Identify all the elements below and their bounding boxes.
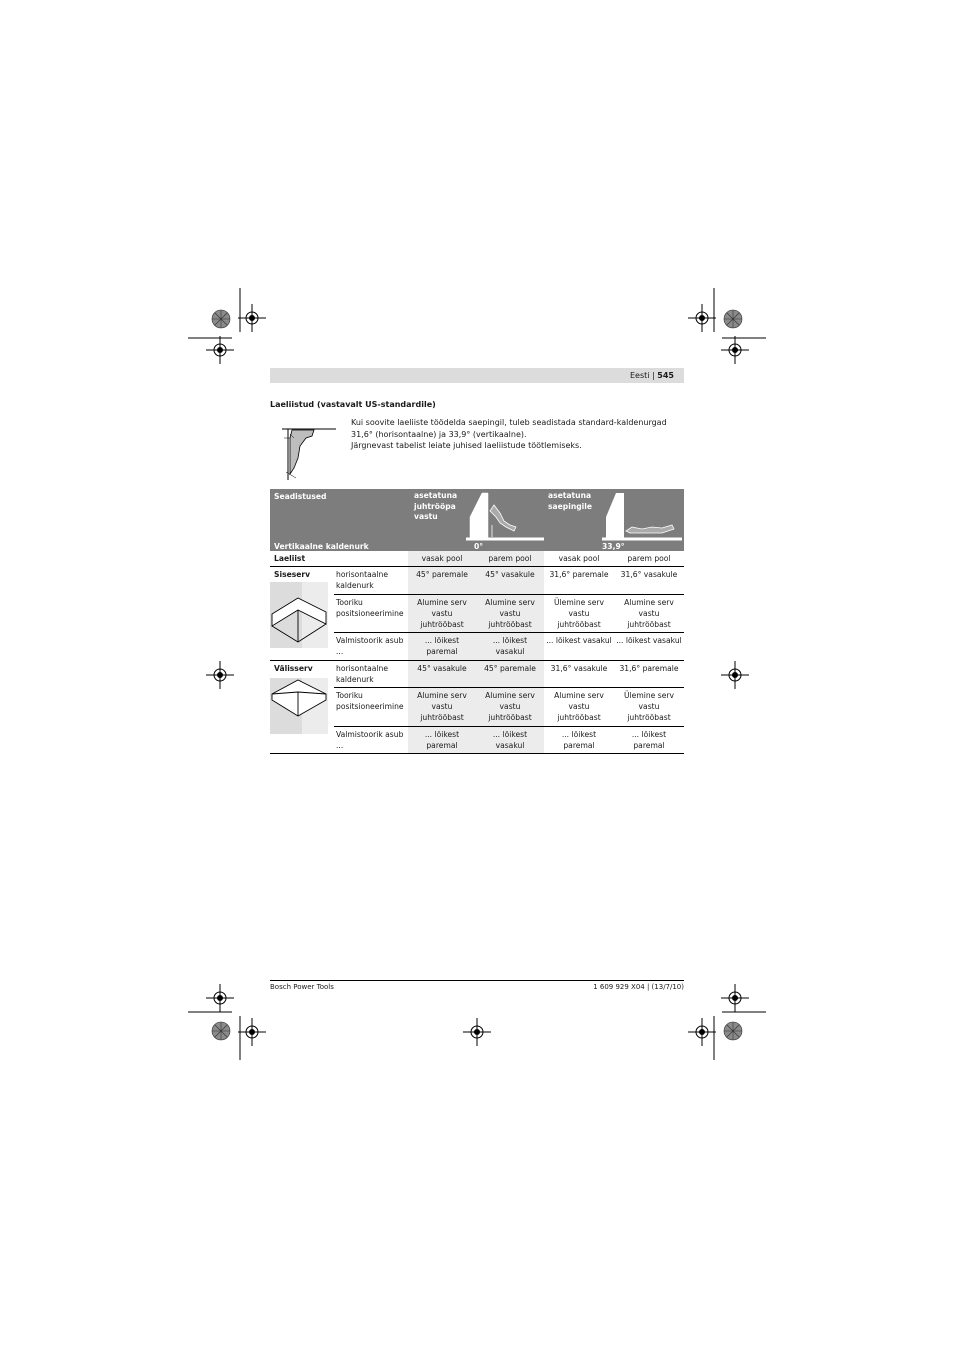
table-row — [270, 660, 684, 687]
cell: ... lõikest vasakul — [544, 633, 614, 660]
outside-corner-cell — [270, 660, 334, 753]
footer-doc-number: 1 609 929 X04 | (13/7/10) — [593, 983, 684, 991]
cell: ... lõikest vasakul — [476, 633, 544, 660]
cell: Alumine serv vastu juhtrööbast — [408, 594, 476, 633]
cell: 31,6° paremale — [544, 567, 614, 594]
settings-label: Seadistused — [274, 492, 327, 501]
cell: ... lõikest paremal — [408, 726, 476, 753]
fence-label-line: asetatuna — [414, 491, 458, 500]
cell: Alumine serv vastu juhtrööbast — [408, 688, 476, 727]
outside-corner-illustration — [270, 678, 328, 734]
row-label: Valmistoorik asub ... — [334, 726, 408, 753]
page-header-text — [630, 370, 674, 381]
table-label — [548, 491, 592, 512]
inside-corner-cell — [270, 567, 334, 660]
laeliist-label: Laeliist — [270, 551, 408, 567]
table-header-cell — [544, 489, 684, 551]
table-row — [270, 567, 684, 594]
table-subheader-row — [270, 551, 684, 567]
cell: 31,6° vasakule — [544, 660, 614, 687]
cell: 45° paremale — [408, 567, 476, 594]
settings-header-cell — [270, 489, 408, 551]
col-header: parem pool — [614, 551, 684, 567]
cell: 31,6° vasakule — [614, 567, 684, 594]
saw-fence-illustration — [466, 491, 546, 541]
col-header: vasak pool — [408, 551, 476, 567]
cell: Alumine serv vastu juhtrööbast — [476, 594, 544, 633]
fence-label-line: juhtrööpa — [414, 501, 456, 511]
cell: ... lõikest vasakul — [614, 633, 684, 660]
col-header: parem pool — [476, 551, 544, 567]
intro-line-1: Kui soovite laeliiste töödelda saepingil, tuleb seadistada standard-kaldenurgad — [351, 418, 667, 427]
intro-line-3: Järgnevast tabelist leiate juhised laeliistude töötlemiseks. — [351, 441, 582, 450]
table-label-line: saepingile — [548, 501, 593, 511]
cell: Ülemine serv vastu juhtrööbast — [614, 688, 684, 727]
cell: ... lõikest paremal — [614, 726, 684, 753]
fence-label — [414, 491, 457, 523]
header-language: Eesti — [629, 371, 650, 380]
intro-text — [351, 417, 685, 452]
header-separator: | — [652, 371, 655, 380]
cell: 31,6° paremale — [614, 660, 684, 687]
fence-angle: 0° — [474, 542, 484, 551]
table-angle: 33,9° — [602, 542, 625, 551]
cell: 45° vasakule — [476, 567, 544, 594]
col-header: vasak pool — [544, 551, 614, 567]
cell: Alumine serv vastu juhtrööbast — [476, 688, 544, 727]
row-label: horisontaalne kaldenurk — [334, 567, 408, 594]
fence-label-line: vastu — [414, 512, 438, 521]
vertical-angle-label: Vertikaalne kaldenurk — [274, 542, 369, 551]
row-label: Valmistoorik asub ... — [334, 633, 408, 660]
settings-table — [270, 489, 684, 754]
footer-brand: Bosch Power Tools — [270, 983, 334, 991]
footer-divider — [270, 980, 684, 981]
cell: ... lõikest vasakul — [476, 726, 544, 753]
cell: 45° paremale — [476, 660, 544, 687]
row-label: Tooriku positsioneerimine — [334, 594, 408, 633]
cell: Ülemine serv vastu juhtrööbast — [544, 594, 614, 633]
cell: Alumine serv vastu juhtrööbast — [544, 688, 614, 727]
page-header — [270, 368, 684, 383]
row-label: Tooriku positsioneerimine — [334, 688, 408, 727]
cell: 45° vasakule — [408, 660, 476, 687]
table-label-line: asetatuna — [548, 491, 592, 500]
cell: ... lõikest paremal — [544, 726, 614, 753]
row-label: horisontaalne kaldenurk — [334, 660, 408, 687]
cell: Alumine serv vastu juhtrööbast — [614, 594, 684, 633]
saw-table-illustration — [602, 491, 682, 541]
cell: ... lõikest paremal — [408, 633, 476, 660]
page-number: 545 — [657, 371, 674, 380]
inside-corner-label: Siseserv — [274, 570, 311, 580]
section-title: Laeliistud (vastavalt US-standardile) — [270, 400, 436, 409]
fence-header-cell — [408, 489, 544, 551]
inside-corner-illustration — [270, 582, 328, 648]
outside-corner-label: Välisserv — [274, 663, 313, 673]
crown-molding-illustration — [278, 424, 338, 482]
table-header-row — [270, 489, 684, 551]
intro-line-2: 31,6° (horisontaalne) ja 33,9° (vertikaalne). — [351, 429, 527, 439]
